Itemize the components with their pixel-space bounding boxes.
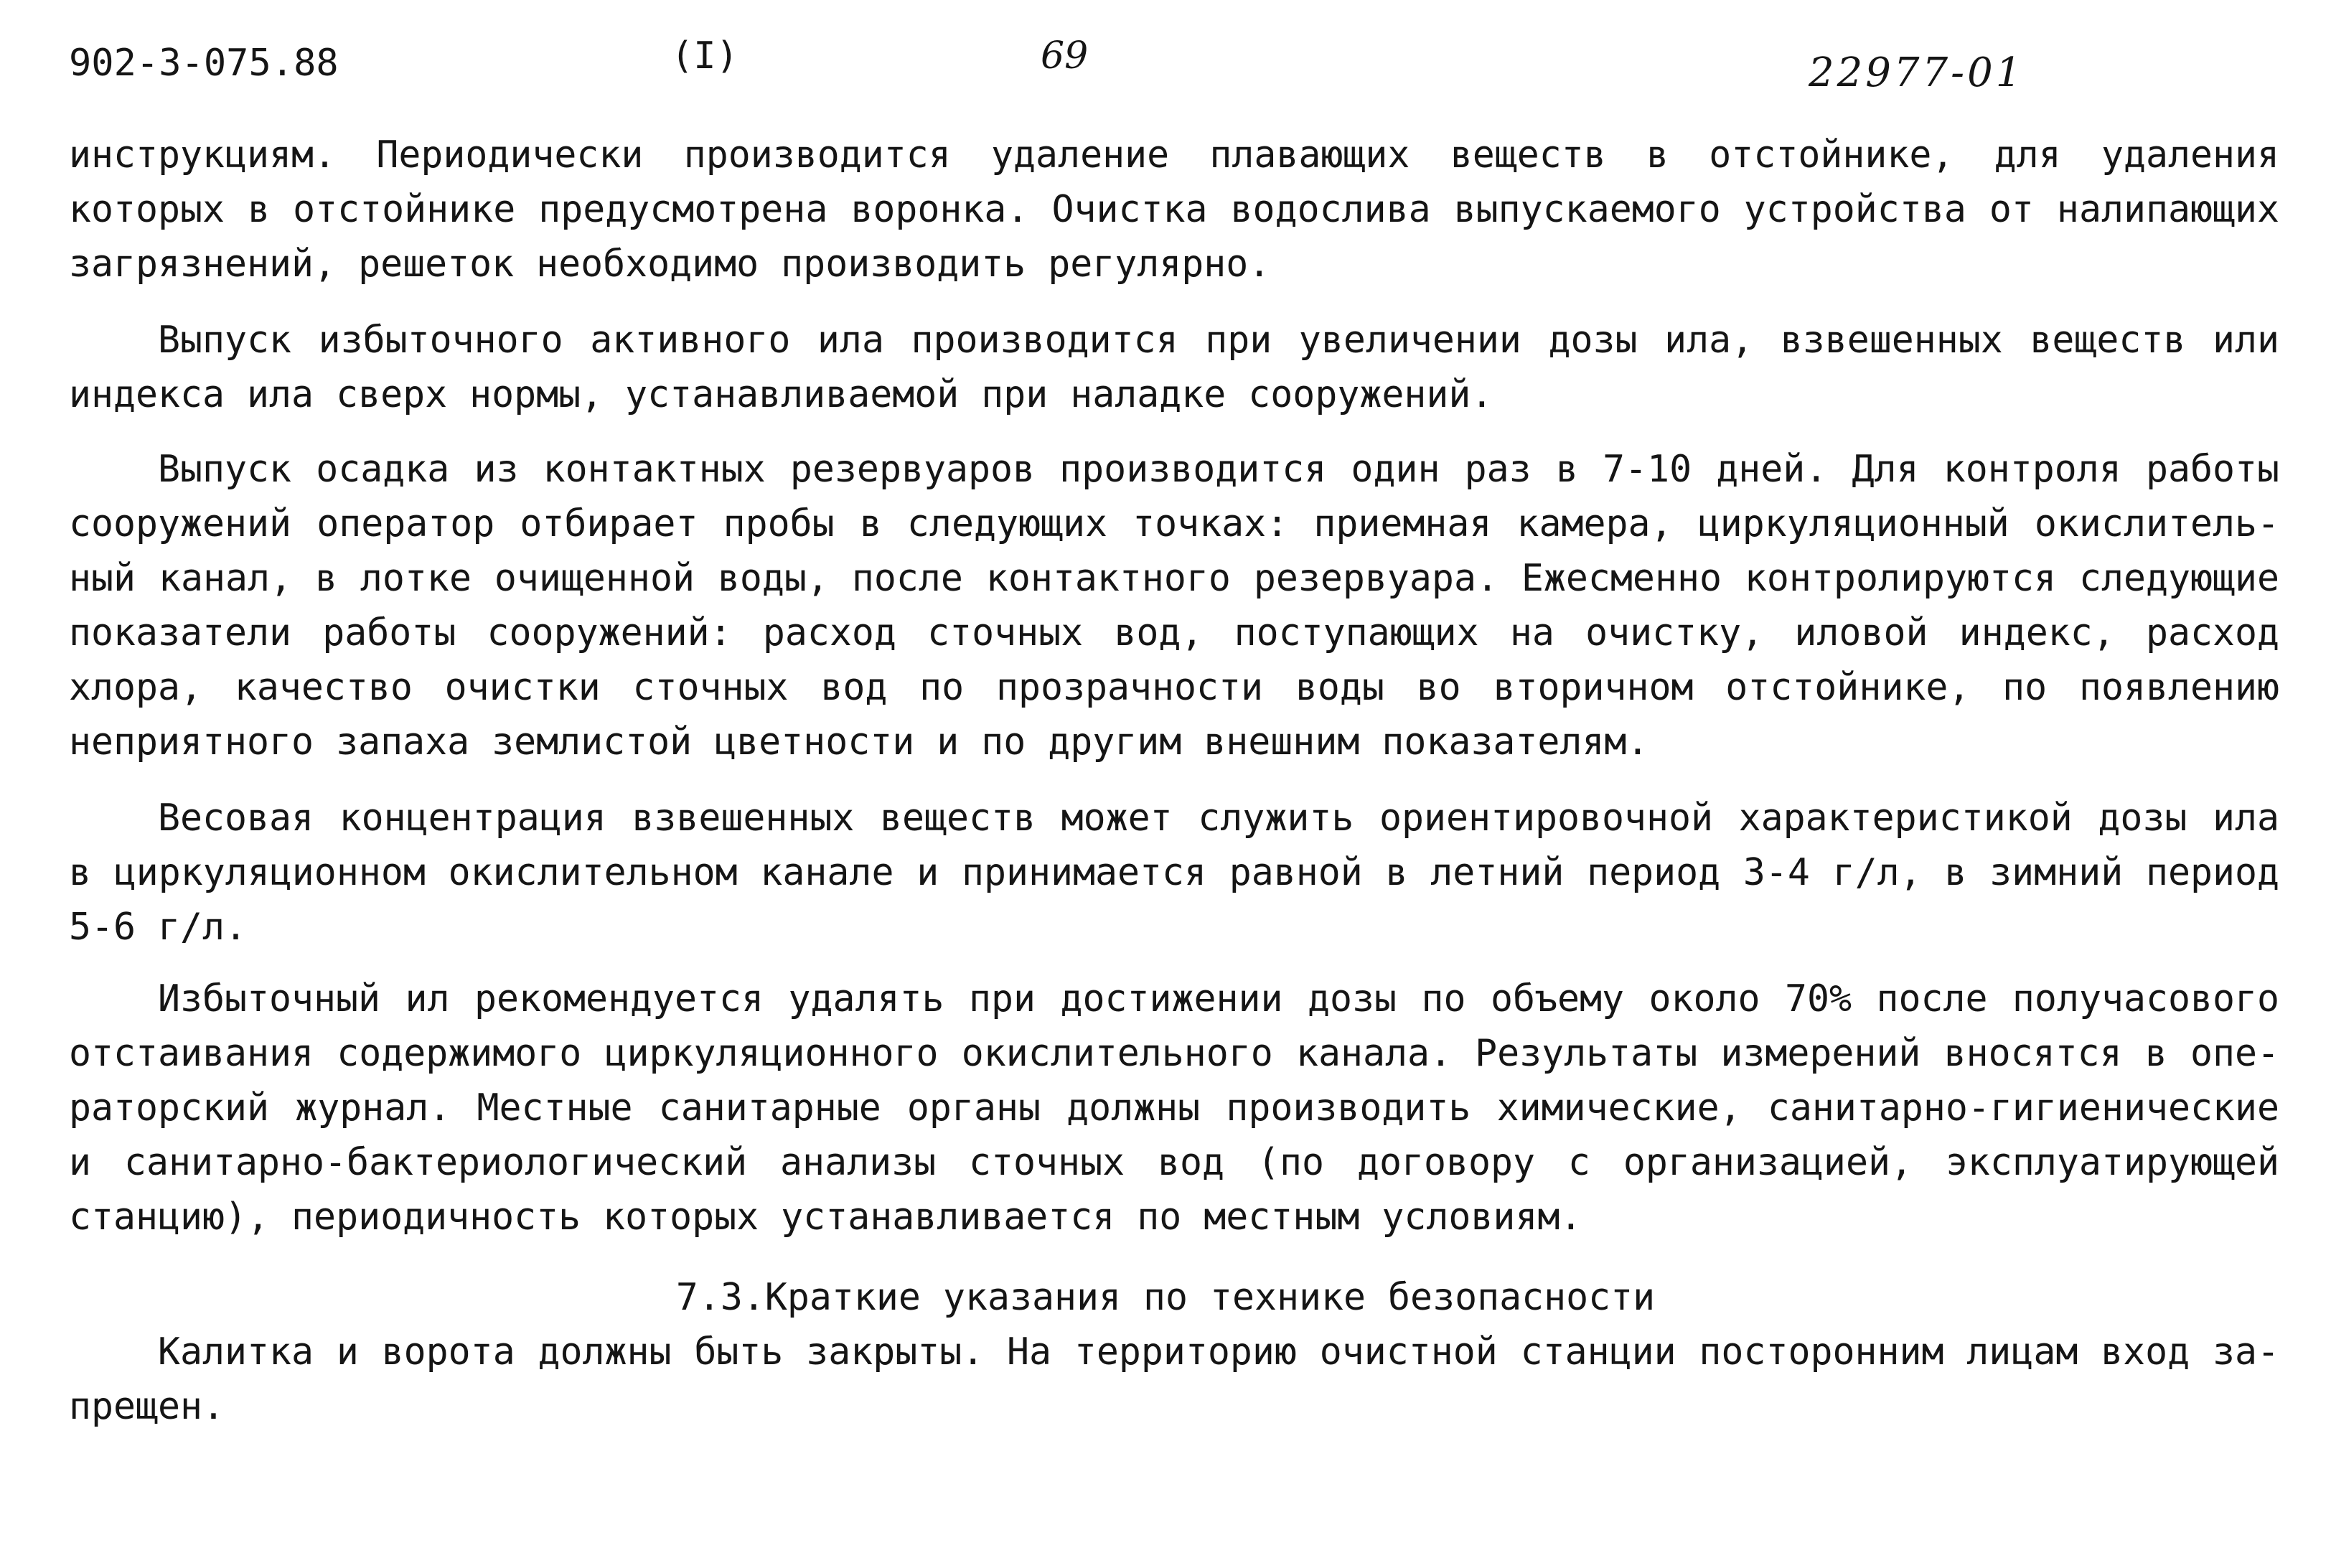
document-code: 902-3-075.88 xyxy=(69,42,339,85)
paragraph-weight-concentration: Весовая концентрация взвешенных веществ может служить ориентировочной характеристикой дозы ила в циркуляционном окислительном канале и принимается равной в летний период 3-4 г/л, в зимний период 5-6 г/л. xyxy=(69,797,2279,949)
paragraph-sludge-discharge: Выпуск избыточного активного ила производится при увеличении дозы ила, взвешенных веществ или индекса ила сверх нормы, устанавливаемой при наладке сооружений. xyxy=(69,319,2279,416)
paragraph-safety: Калитка и ворота должны быть закрыты. На территорию очистной станции посторонним лицам вход запрещен. xyxy=(69,1330,2279,1428)
sheet-marker: (I) xyxy=(671,34,738,78)
paragraph-continuation: инструкциям. Периодически производится удаление плавающих веществ в отстойнике, для удаления которых в отстойнике предусмотрена воронка. Очистка водослива выпускаемого устройства от налипающих загрязнений, решеток необходимо производить регулярно. xyxy=(69,133,2279,286)
paragraph-excess-sludge: Избыточный ил рекомендуется удалять при достижении дозы по объему около 70% после получасового отстаивания содержимого циркуляционного окислительного канала. Результаты измерений вносятся в операторский журнал. Местные санитарные органы должны производить химические, санитарно-гигиенические и санитарно-бактериологический анализы сточных вод (по договору с организацией, эксплуатирующей станцию), периодичность которых устанавливается по местным условиям. xyxy=(69,977,2279,1239)
paragraph-sediment-control: Выпуск осадка из контактных резервуаров производится один раз в 7-10 дней. Для контроля работы сооружений оператор отбирает пробы в следующих точках: приемная камера, циркуляционный окислительный канал, в лотке очищенной воды, после контактного резервуара. Ежесменно контролируются следующие показатели работы сооружений: расход сточных вод, поступающих на очистку, иловой индекс, расход хлора, качество очистки сточных вод по прозрачности воды во вторичном отстойнике, по появлению неприятного запаха землистой цветности и по другим внешним показателям. xyxy=(69,448,2279,764)
section-heading: 7.3.Краткие указания по технике безопасности xyxy=(675,1276,1656,1319)
page-number: 69 xyxy=(1041,34,1089,78)
inventory-number: 22977-01 xyxy=(1809,50,2025,96)
